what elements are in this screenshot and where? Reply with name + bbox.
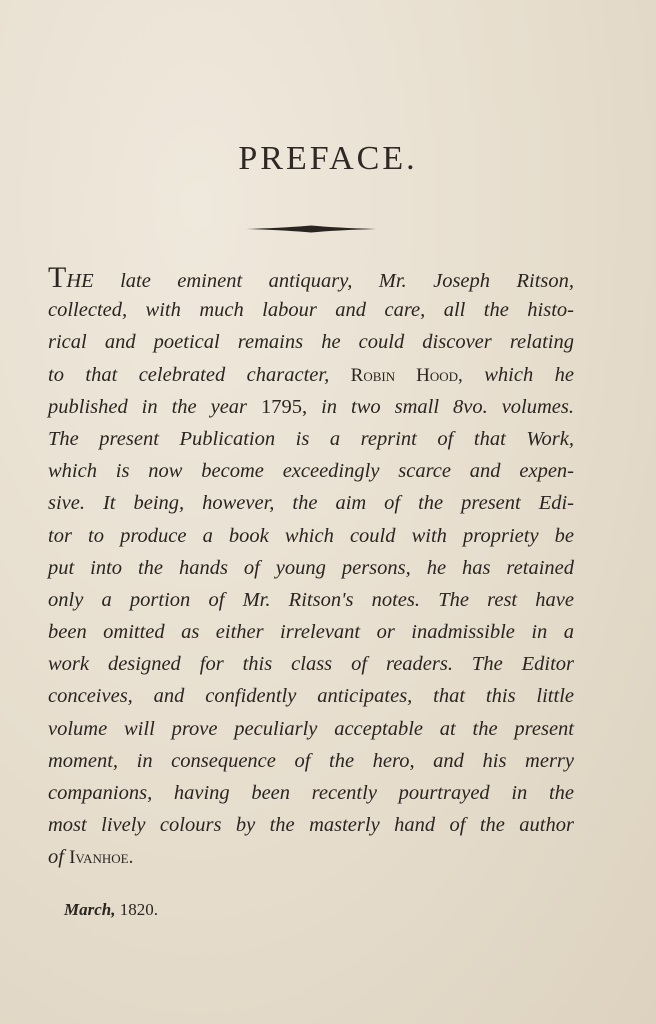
text-line: [48, 391, 574, 423]
page-title: PREFACE.: [238, 140, 418, 177]
text-line: most lively colours by the masterly hand of the author: [48, 814, 574, 837]
text-line: volume will prove peculiarly acceptable at the present: [48, 717, 574, 740]
text-line: [48, 262, 574, 294]
preface-paragraph: [48, 262, 574, 874]
date-month: March,: [64, 900, 116, 919]
text-line: moment, in consequence of the hero, and his merry: [48, 749, 574, 772]
text-line: The present Publication is a reprint of that Work,: [48, 427, 574, 450]
date-year: 1820.: [119, 900, 158, 919]
robin-hood-name: Robin Hood,: [350, 364, 463, 386]
text-segment: HE late eminent antiquary, Mr. Joseph Ritson,: [66, 270, 574, 292]
text-line: [48, 841, 574, 873]
drop-cap: T: [48, 261, 67, 294]
ornamental-rule: [246, 224, 376, 234]
text-segment: to that celebrated character,: [48, 363, 330, 386]
text-line: put into the hands of young persons, he has retained: [48, 556, 574, 579]
text-line: tor to produce a book which could with propriety be: [48, 524, 574, 547]
text-segment: published in the year: [48, 395, 248, 418]
text-line: collected, with much labour and care, all the histo-: [48, 299, 574, 322]
preface-date: [64, 900, 158, 920]
text-line: companions, having been recently pourtrayed in the: [48, 782, 574, 804]
year-value: 1795,: [261, 395, 308, 418]
text-segment: in two small 8vo. volumes.: [321, 395, 574, 418]
text-line: been omitted as either irrelevant or inadmissible in a: [48, 621, 574, 644]
text-line: conceives, and confidently anticipates, that this little: [48, 685, 574, 708]
text-segment: of: [48, 846, 64, 869]
text-line: sive. It being, however, the aim of the present Edi-: [48, 492, 574, 515]
ivanhoe-title: Ivanhoe.: [69, 847, 134, 869]
text-line: only a portion of Mr. Ritson's notes. The rest have: [48, 588, 574, 611]
text-line: work designed for this class of readers. The Editor: [48, 653, 574, 676]
text-segment: which he: [484, 363, 575, 386]
text-line: which is now become exceedingly scarce and expen-: [48, 460, 574, 483]
text-line: rical and poetical remains he could discover relating: [48, 331, 574, 354]
text-line: [48, 359, 574, 391]
